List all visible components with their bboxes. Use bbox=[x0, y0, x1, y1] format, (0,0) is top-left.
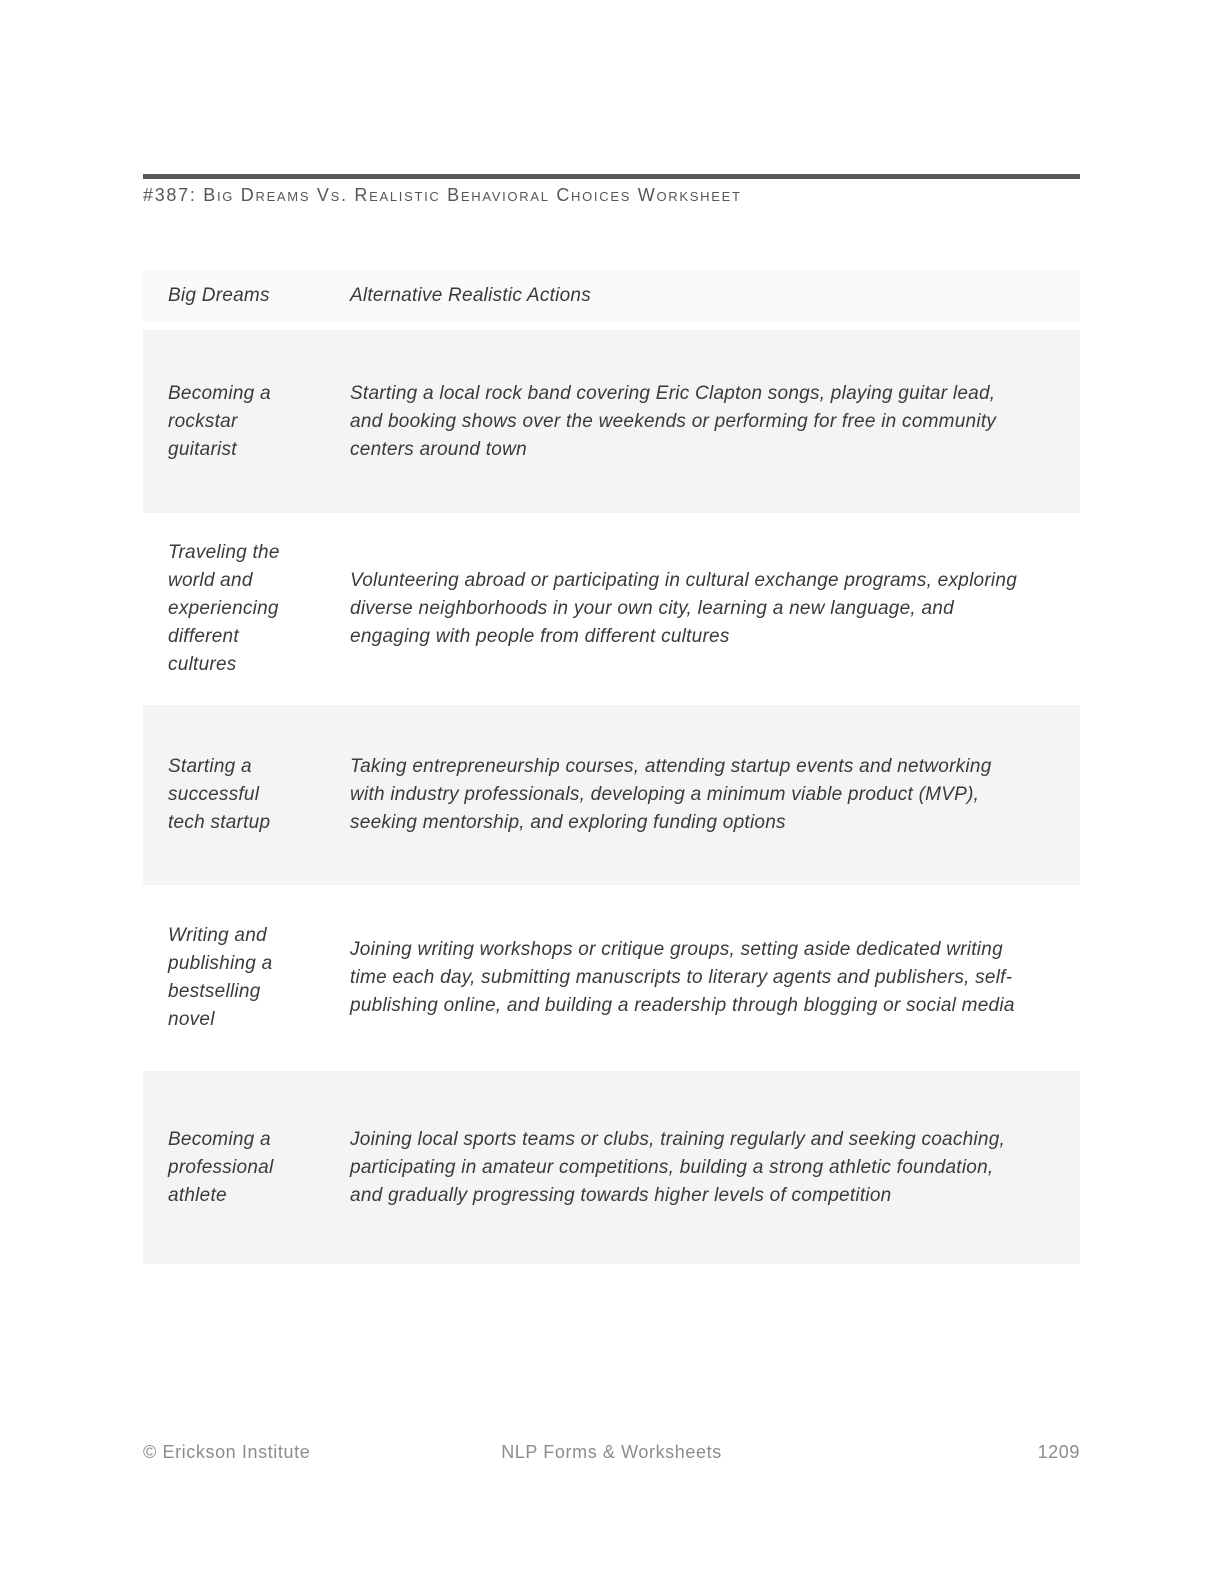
table-row bbox=[143, 330, 1080, 513]
table-row bbox=[143, 521, 1080, 697]
column-header-alternative-actions: Alternative Realistic Actions bbox=[350, 270, 1080, 322]
action-cell: Taking entrepreneurship courses, attending startup events and networking with industry professionals, developing a minimum viable product (MVP), seeking mentorship, and exploring funding options bbox=[350, 705, 1080, 885]
table-row bbox=[143, 1071, 1080, 1264]
footer-series-title: NLP Forms & Worksheets bbox=[501, 1442, 722, 1462]
action-cell: Joining writing workshops or critique groups, setting aside dedicated writing time each day, submitting manuscripts to literary agents and publishers, self-publishing online, and building a readership through blogging or social media bbox=[350, 939, 1015, 1016]
dream-cell: Becoming a rockstar guitarist bbox=[143, 330, 350, 513]
page-footer bbox=[143, 1442, 1080, 1463]
header-rule bbox=[143, 174, 1080, 179]
table-row bbox=[143, 705, 1080, 885]
action-cell: Volunteering abroad or participating in cultural exchange programs, exploring diverse neighborhoods in your own city, learning a new language, and engaging with people from different cultures bbox=[350, 570, 1018, 647]
table-row bbox=[143, 893, 1080, 1063]
dream-cell: Writing and publishing a bestselling novel bbox=[168, 925, 273, 1030]
dream-cell: Starting a successful tech startup bbox=[143, 705, 350, 885]
table-body bbox=[143, 330, 1080, 1264]
action-cell: Starting a local rock band covering Eric Clapton songs, playing guitar lead, and booking shows over the weekends or performing for free in community centers around town bbox=[350, 330, 1080, 513]
footer-page-number: 1209 bbox=[1037, 1442, 1081, 1462]
page-title: #387: Big Dreams Vs. Realistic Behavioral Choices Worksheet bbox=[143, 185, 742, 205]
dream-cell: Becoming a professional athlete bbox=[143, 1071, 350, 1264]
footer-copyright: © Erickson Institute bbox=[143, 1442, 311, 1462]
dreams-actions-table bbox=[143, 262, 1080, 1272]
table-header bbox=[143, 270, 1080, 322]
column-header-big-dreams: Big Dreams bbox=[143, 270, 350, 322]
dream-cell: Traveling the world and experiencing different cultures bbox=[168, 542, 280, 675]
action-cell: Joining local sports teams or clubs, training regularly and seeking coaching, participating in amateur competitions, building a strong athletic foundation, and gradually progressing towards higher levels of competition bbox=[350, 1071, 1080, 1264]
table-header-row bbox=[143, 270, 1080, 322]
